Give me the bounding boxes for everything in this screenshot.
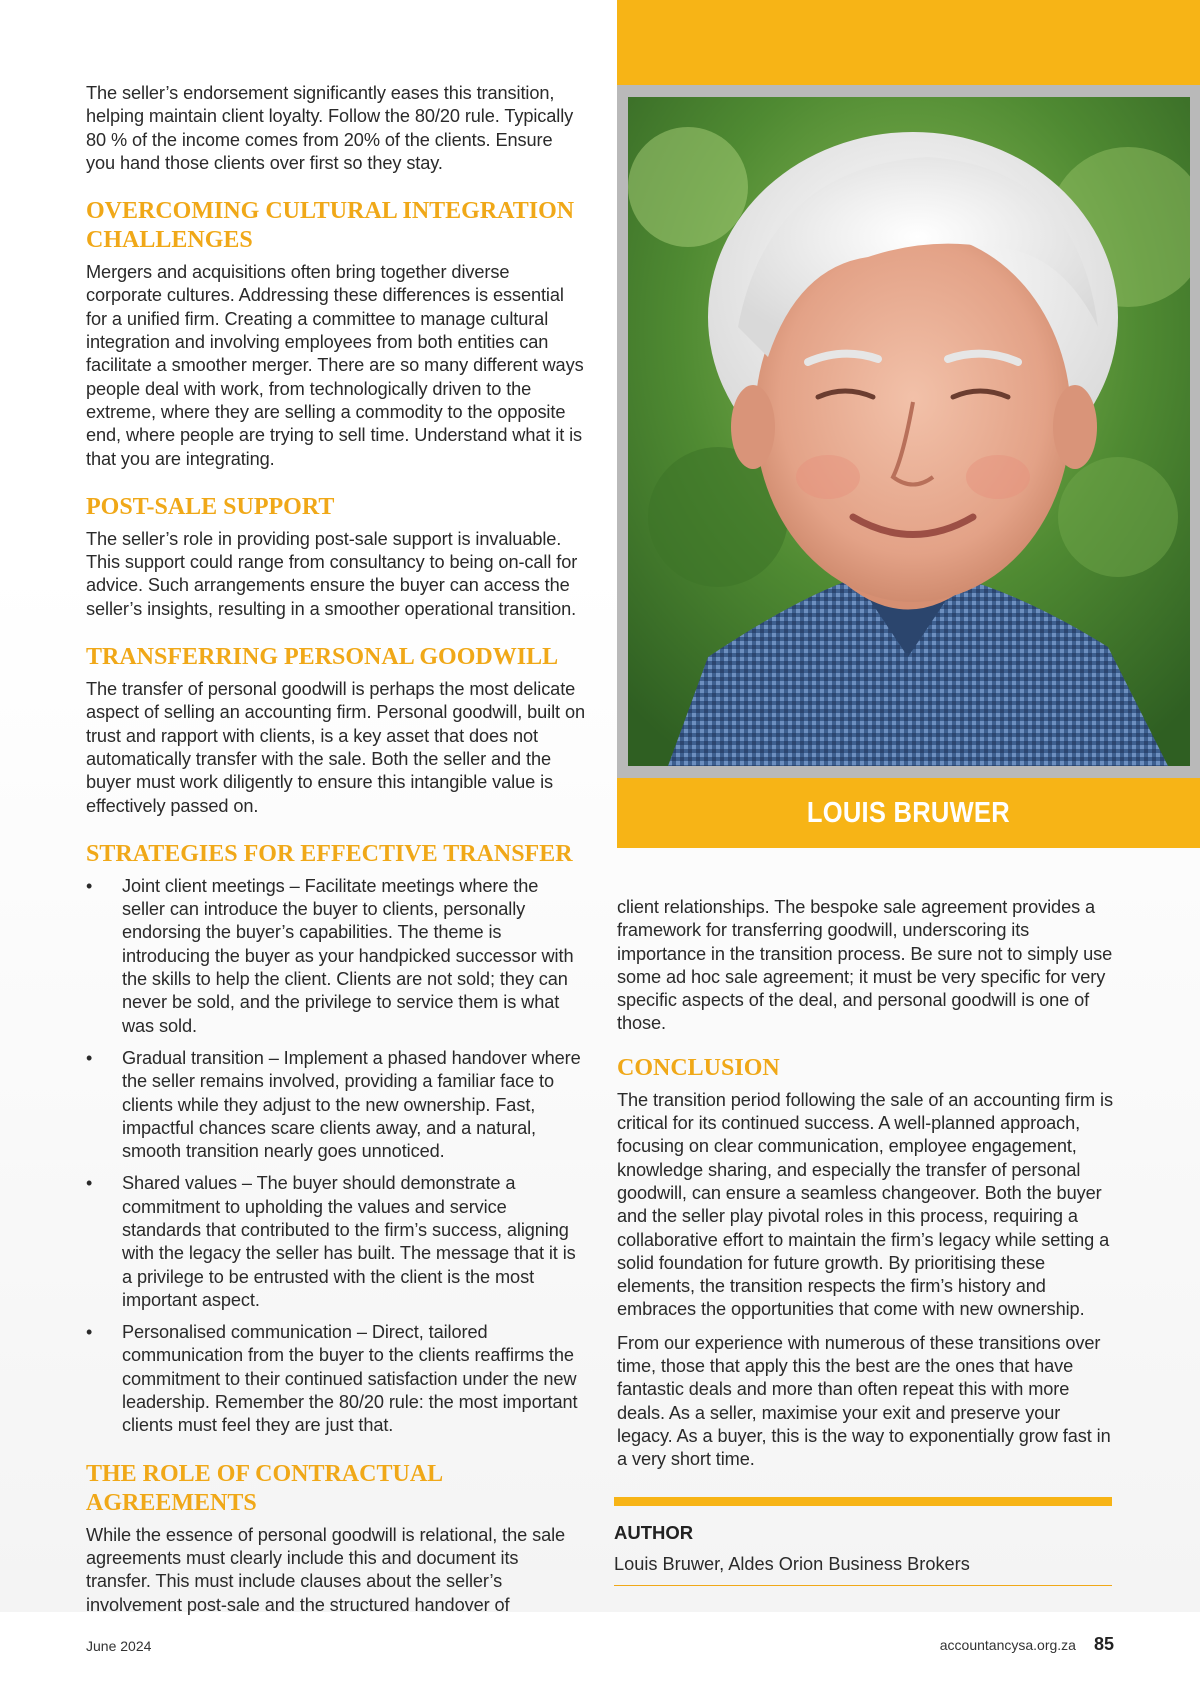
heading-personal-goodwill: TRANSFERRING PERSONAL GOODWILL bbox=[86, 644, 559, 671]
author-name: Louis Bruwer, Aldes Orion Business Brokers bbox=[614, 1554, 970, 1574]
cultural-integration-paragraph: Mergers and acquisitions often bring together diverse corporate cultures. Addressing these differences is essential for a unified firm. Creating a committee to manage cultural integration and involving employees from both entities can facilitate a smoother merger. There are so many different ways people deal with work, from technologically driven to the extreme, where they are selling a commodity to the opposite end, where people are trying to sell time. Understand what it is that you are integrating. bbox=[86, 262, 584, 469]
heading-post-sale-support: POST-SALE SUPPORT bbox=[86, 493, 335, 520]
bullet-text: Shared values – The buyer should demonstrate a commitment to upholding the values and service standards that contributed to the firm’s success, aligning with the legacy the seller has built. The message that it is a privilege to be entrusted with the client is the most important aspect. bbox=[122, 1173, 576, 1310]
bullet-text: Joint client meetings – Facilitate meetings where the seller can introduce the buyer to clients, personally endorsing the buyer’s capabilities. The theme is introducing the buyer as your handpicked successor with the skills to help the client. Clients are not sold; they can never be sold, and the privilege to service them is what was sold. bbox=[122, 875, 574, 1036]
strategies-list bbox=[86, 875, 586, 1438]
footer-right bbox=[940, 1634, 1114, 1655]
heading-conclusion: CONCLUSION bbox=[617, 1054, 780, 1081]
post-sale-support-paragraph: The seller’s role in providing post-sale support is invaluable. This support could range from consultancy to being on-call for advice. Such arrangements ensure the buyer can access the seller’s insights, resulting in a smoother operational transition. bbox=[86, 528, 578, 619]
left-column bbox=[86, 82, 586, 1627]
bullet-icon: • bbox=[86, 1047, 93, 1068]
author-label: AUTHOR bbox=[614, 1522, 694, 1543]
author-box bbox=[614, 1497, 1112, 1586]
intro-paragraph: The seller’s endorsement significantly eases this transition, helping maintain client loyalty. Follow the 80/20 rule. Typically 80 % of the income comes from 20% of the clients. Ensure you hand those clients over first so they stay. bbox=[86, 83, 574, 173]
conclusion-paragraph-1: The transition period following the sale of an accounting firm is critical for its continued success. A well-planned approach, focusing on clear communication, employee engagement, knowledge sharing, and especially the transfer of personal goodwill, can ensure a seamless changeover. Both the buyer and the seller play pivotal roles in this process, requiring a collaborative effort to maintain the firm’s legacy while setting a solid foundation for future growth. By prioritising these elements, the transition respects the firm’s history and embraces the opportunities that come with new ownership. bbox=[617, 1089, 1113, 1320]
list-item bbox=[86, 1172, 586, 1312]
bullet-text: Gradual transition – Implement a phased handover where the seller remains involved, providing a familiar face to clients while they adjust to the new ownership. Fast, impactful chances scare clients away, and a natural, smooth transition nearly goes unnoticed. bbox=[122, 1047, 581, 1162]
conclusion-paragraph-2: From our experience with numerous of these transitions over time, those that apply this the best are the ones that have fantastic deals and more than often repeat this with more deals. As a seller, maximise your exit and preserve your legacy. As a buyer, this is the way to exponentially grow fast in a very short time. bbox=[617, 1332, 1111, 1470]
contractual-agreements-paragraph: While the essence of personal goodwill is relational, the sale agreements must clearly include this and document its transfer. This must include clauses about the seller’s involvement post-sale and the structured handover of bbox=[86, 1524, 566, 1615]
footer-url[interactable]: accountancysa.org.za bbox=[939, 1637, 1076, 1653]
photo-caption: LOUIS BRUWER bbox=[806, 796, 1011, 829]
bullet-icon: • bbox=[86, 875, 93, 896]
personal-goodwill-paragraph: The transfer of personal goodwill is perhaps the most delicate aspect of selling an accounting firm. Personal goodwill, built on trust and rapport with clients, is a key asset that does not automatically transfer with the sale. Both the seller and the buyer must work diligently to ensure this intangible value is effectively passed on. bbox=[86, 679, 585, 816]
bullet-icon: • bbox=[86, 1322, 93, 1343]
footer-date: June 2024 bbox=[86, 1638, 152, 1654]
list-item bbox=[86, 875, 586, 1038]
author-portrait bbox=[628, 97, 1190, 766]
list-item bbox=[86, 1047, 586, 1163]
heading-strategies: STRATEGIES FOR EFFECTIVE TRANSFER bbox=[86, 840, 573, 867]
right-column bbox=[617, 896, 1117, 1482]
accent-band bbox=[617, 0, 1200, 85]
author-divider bbox=[614, 1585, 1112, 1586]
page-number: 85 bbox=[1093, 1634, 1114, 1654]
bullet-icon: • bbox=[86, 1173, 93, 1194]
continued-paragraph: client relationships. The bespoke sale agreement provides a framework for transferring goodwill, underscoring its importance in the transition process. Be sure not to simply use some ad hoc sale agreement; it must be very specific for very specific aspects of the deal, and personal goodwill is one of those. bbox=[617, 897, 1113, 1034]
list-item bbox=[86, 1321, 586, 1437]
caption-bar bbox=[617, 778, 1200, 848]
heading-contractual-agreements: THE ROLE OF CONTRACTUAL AGREEMENTS bbox=[86, 1460, 442, 1516]
bullet-text: Personalised communication – Direct, tailored communication from the buyer to the clients reaffirms the commitment to their continued satisfaction under the new leadership. Remember the 80/20 rule: the most important clients must feel they are just that. bbox=[122, 1322, 578, 1436]
author-rule bbox=[614, 1497, 1112, 1506]
heading-cultural-integration: OVERCOMING CULTURAL INTEGRATION CHALLENGES bbox=[86, 198, 575, 254]
